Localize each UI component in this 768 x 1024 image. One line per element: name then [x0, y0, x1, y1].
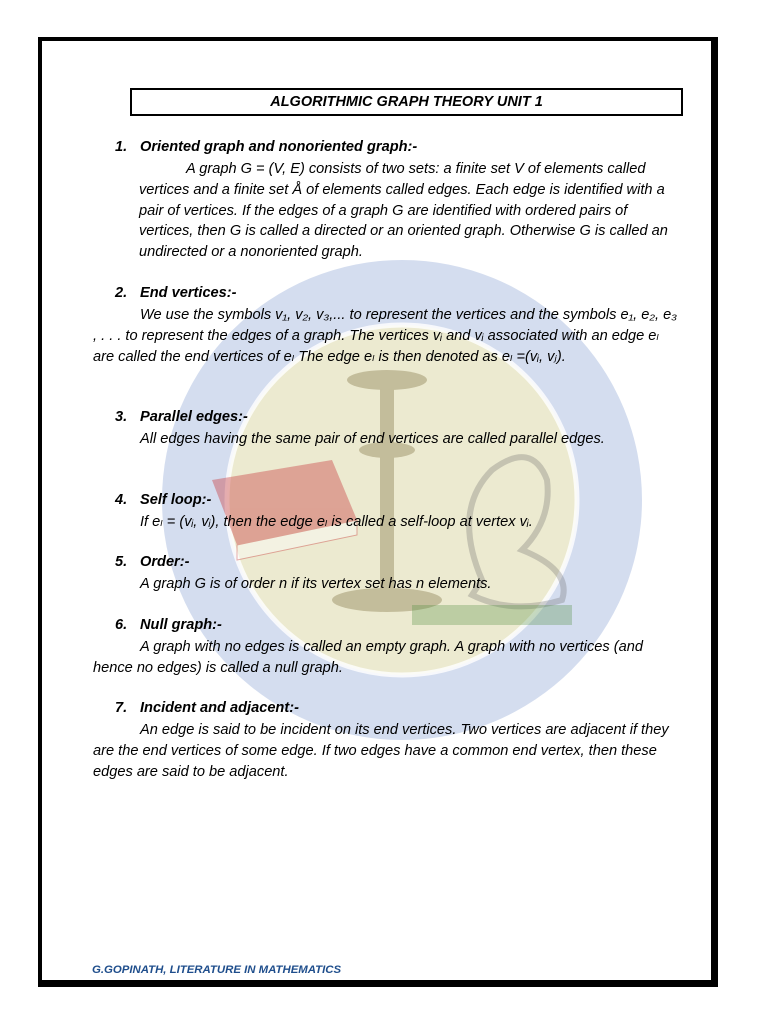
- section-heading: 7. Incident and adjacent:-: [115, 700, 299, 716]
- section-text: If eₗ = (vᵢ, vᵢ), then the edge eₗ is called a self-loop at vertex vᵢ.: [140, 514, 533, 530]
- section-text: We use the symbols v₁, v₂, v₃,... to represent the vertices and the symbols e₁, e₂, e₃ , . . . to represent the edges of a graph. The vertices vᵢ and vᵢ associated with an edge eₗ are called the end vertices of eₗ The edge eₗ is then denoted as eₗ =(vᵢ, vⱼ).: [93, 307, 677, 365]
- section-heading: 2. End vertices:-: [115, 285, 237, 301]
- section-text: All edges having the same pair of end vertices are called parallel edges.: [140, 431, 605, 447]
- section-text: A graph with no edges is called an empty graph. A graph with no vertices (and hence no edges) is called a null graph.: [93, 639, 643, 676]
- section-heading: 3. Parallel edges:-: [115, 409, 248, 425]
- section-heading: 6. Null graph:-: [115, 617, 222, 633]
- section-text: A graph G is of order n if its vertex set has n elements.: [140, 576, 492, 592]
- section-text: A graph G = (V, E) consists of two sets: a finite set V of elements called vertices and a finite set Å of elements called edges. Each edge is identified with a pair of vertices. If the edges of a graph G are identified with ordered pairs of vertices, then G is called a directed or an oriented graph. Otherwise G is called an undirected or a nonoriented graph.: [139, 161, 668, 261]
- section-heading: 1. Oriented graph and nonoriented graph:-: [115, 139, 418, 155]
- footer-author: G.GOPINATH, LITERATURE IN MATHEMATICS: [92, 964, 342, 976]
- section-heading: 5. Order:-: [115, 554, 190, 570]
- document-title: ALGORITHMIC GRAPH THEORY UNIT 1: [130, 88, 683, 116]
- section-heading: 4. Self loop:-: [115, 492, 212, 508]
- section-text: An edge is said to be incident on its end vertices. Two vertices are adjacent if they are the end vertices of some edge. If two edges have a common end vertex, then these edges are said to be adjacent.: [93, 722, 669, 780]
